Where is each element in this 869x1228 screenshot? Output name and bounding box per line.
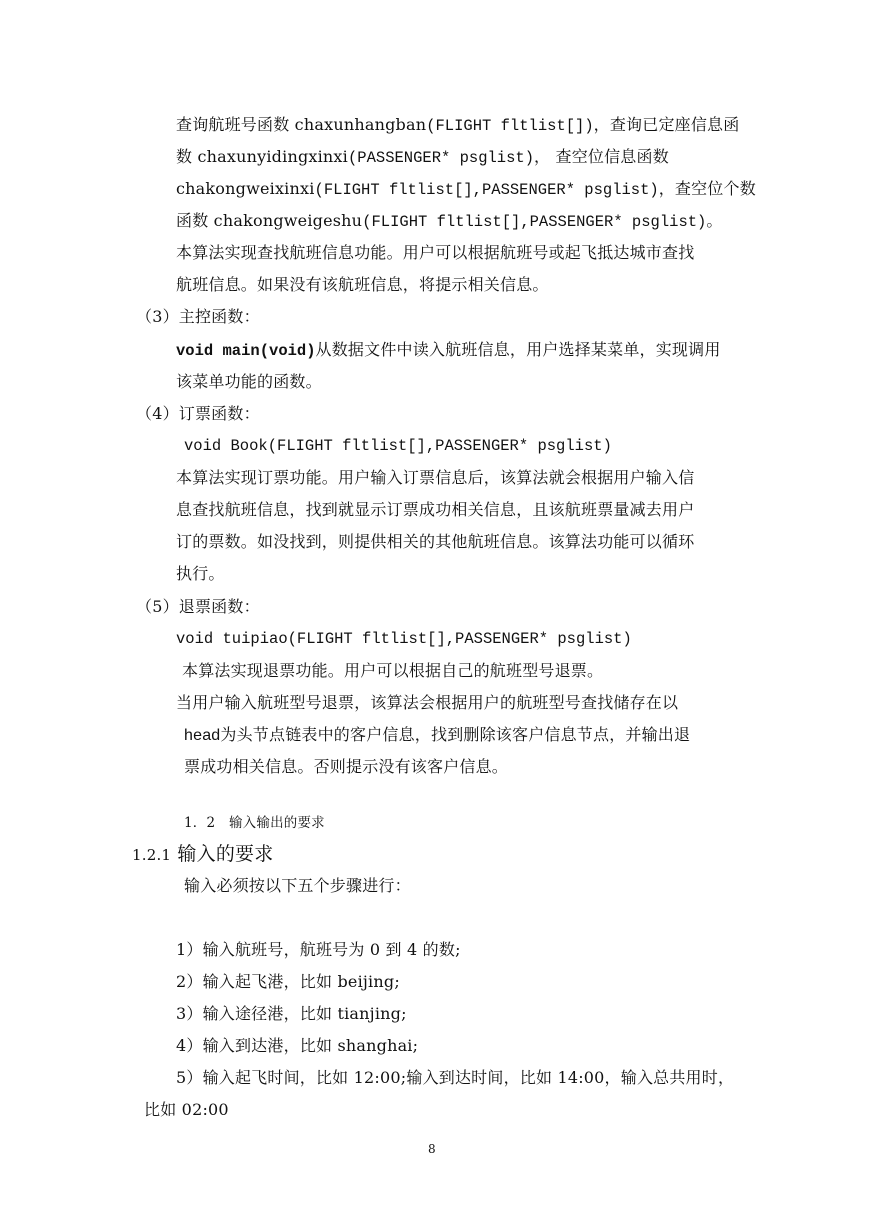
book-func-signature: void Book(FLIGHT fltlist[],PASSENGER* psglist) — [184, 437, 612, 455]
main-func-desc: 该菜单功能的函数。 — [176, 372, 322, 391]
input-step-5: 5）输入起飞时间，比如 12:00;输入到达时间，比如 14:00，输入总共用时， — [176, 1068, 735, 1087]
section-3-title: （3）主控函数： — [136, 307, 260, 326]
page-number: 8 — [428, 1142, 436, 1156]
section-4-title: （4）订票函数： — [136, 404, 260, 423]
input-intro: 输入必须按以下五个步骤进行： — [184, 876, 411, 895]
book-desc-line-1: 本算法实现订票功能。用户输入订票信息后，该算法就会根据用户输入信 — [176, 468, 695, 487]
func-line-chaxunhangban: 查询航班号函数 chaxunhangban(FLIGHT fltlist[])，查询已定座信息函 — [176, 115, 740, 135]
refund-desc-line-1: 本算法实现退票功能。用户可以根据自己的航班型号退票。 — [182, 661, 604, 680]
search-desc-line-1: 本算法实现查找航班信息功能。用户可以根据航班号或起飞抵达城市查找 — [176, 243, 695, 262]
func-line-chakongweixinxi: chakongweixinxi(FLIGHT fltlist[],PASSENGER* psglist)，查空位个数 — [176, 179, 756, 199]
section-1-2-1-heading: 1.2.1 输入的要求 — [132, 843, 274, 865]
section-5-title: （5）退票函数： — [136, 597, 260, 616]
func-line-chaxunyidingxinxi: 数 chaxunyidingxinxi(PASSENGER* psglist)， 查空位信息函数 — [176, 147, 669, 167]
book-desc-line-3: 订的票数。如没找到，则提供相关的其他航班信息。该算法功能可以循环 — [176, 532, 695, 551]
book-desc-line-4: 执行。 — [176, 564, 225, 583]
func-line-chakongweigeshu: 函数 chakongweigeshu(FLIGHT fltlist[],PASSENGER* psglist)。 — [176, 211, 723, 231]
refund-desc-line-2: 当用户输入航班型号退票，该算法会根据用户的航班型号查找储存在以 — [176, 693, 679, 712]
section-1-2-heading: 1．2 输入输出的要求 — [184, 815, 325, 831]
refund-desc-line-3: head为头节点链表中的客户信息，找到删除该客户信息节点，并输出退 — [184, 725, 691, 744]
input-step-5-continued: 比如 02:00 — [144, 1100, 229, 1119]
search-desc-line-2: 航班信息。如果没有该航班信息，将提示相关信息。 — [176, 275, 549, 294]
refund-func-signature: void tuipiao(FLIGHT fltlist[],PASSENGER* psglist) — [176, 630, 632, 648]
refund-desc-line-4: 票成功相关信息。否则提示没有该客户信息。 — [184, 757, 509, 776]
input-step-4: 4）输入到达港，比如 shanghai; — [176, 1036, 419, 1055]
input-step-2: 2）输入起飞港，比如 beijing; — [176, 972, 400, 991]
main-func-line: void main(void)从数据文件中读入航班信息，用户选择某菜单，实现调用 — [176, 340, 721, 360]
book-desc-line-2: 息查找航班信息，找到就显示订票成功相关信息，且该航班票量减去用户 — [176, 500, 695, 519]
input-step-1: 1）输入航班号，航班号为 0 到 4 的数; — [176, 940, 461, 959]
input-step-3: 3）输入途径港，比如 tianjing; — [176, 1004, 407, 1023]
